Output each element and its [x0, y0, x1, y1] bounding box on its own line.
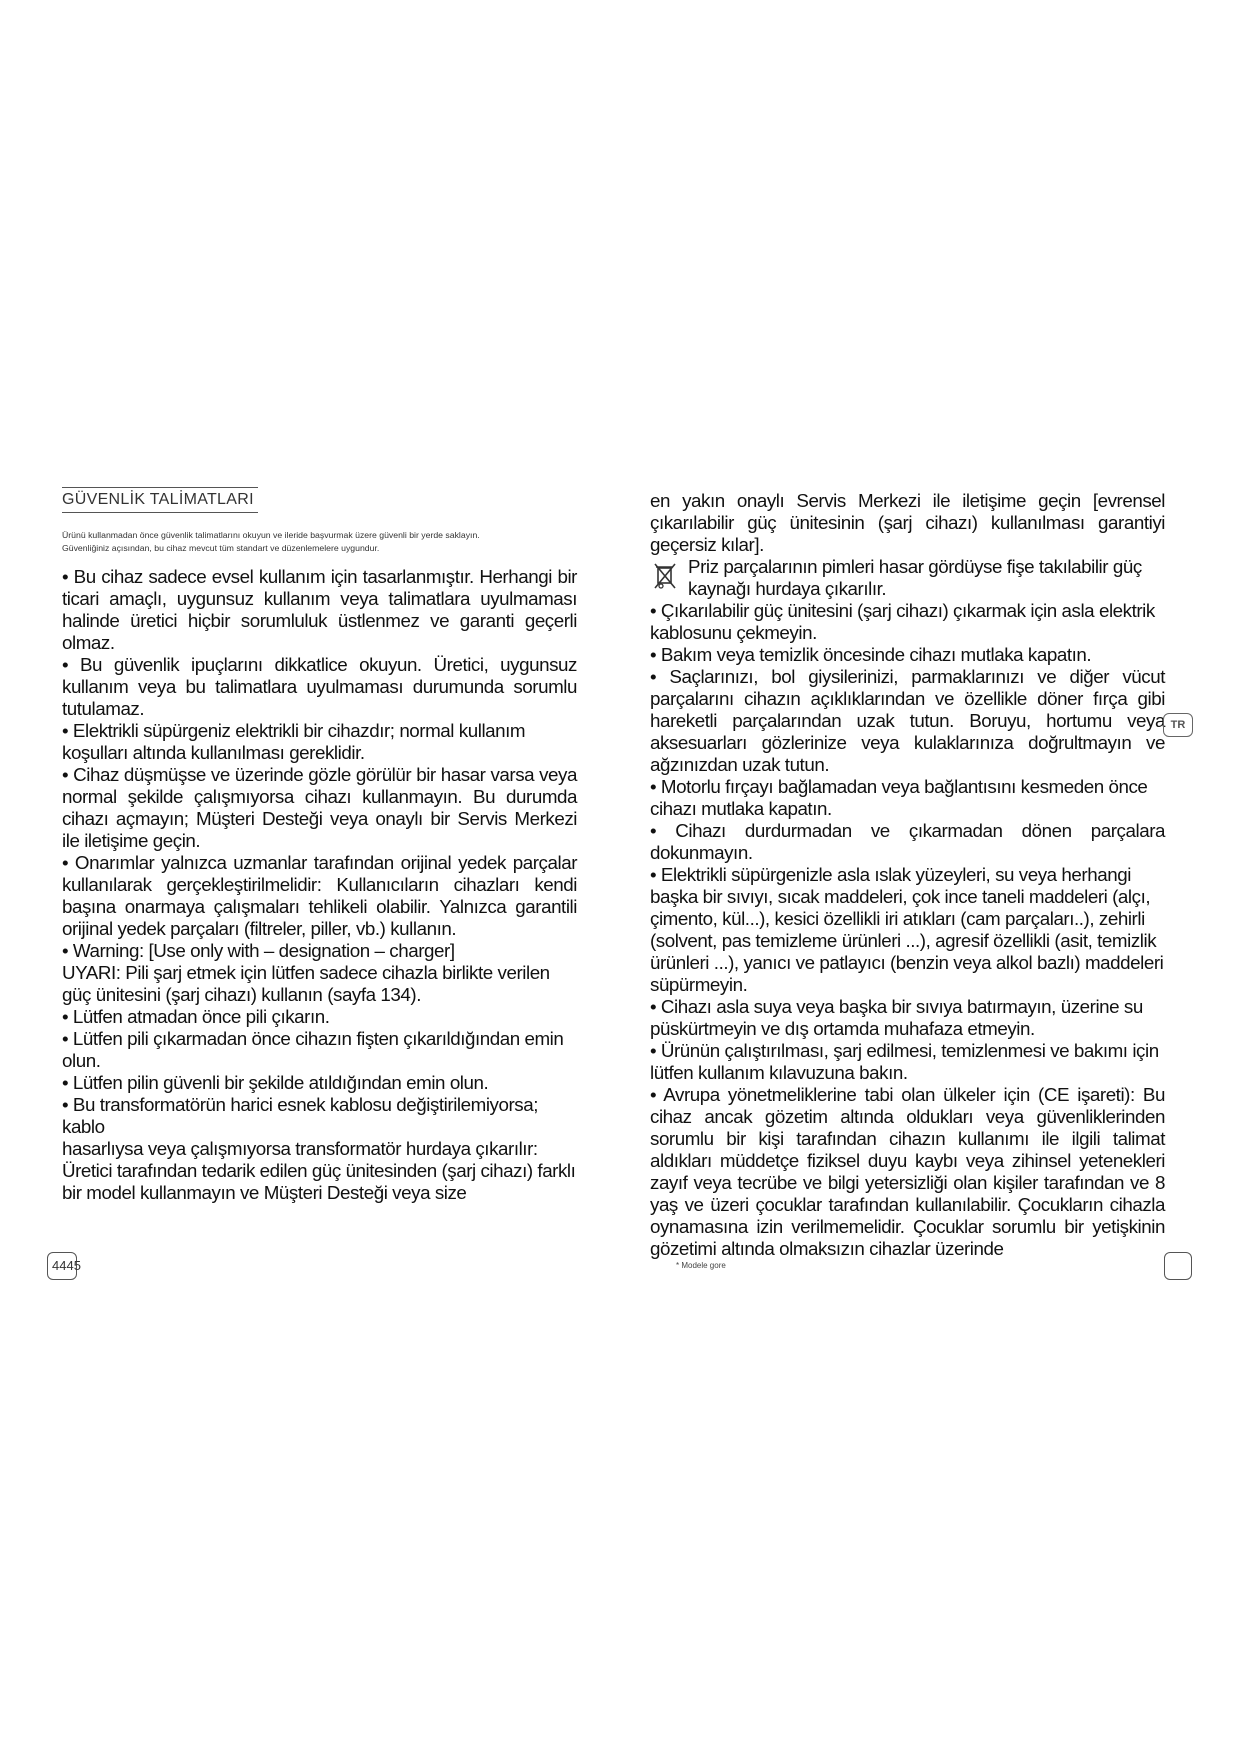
- paragraph: • Çıkarılabilir güç ünitesini (şarj cihazı) çıkarmak için asla elektrik kablosunu çekmeyin.: [650, 600, 1155, 643]
- footnote: * Modele gore: [676, 1261, 726, 1270]
- paragraph: • Lütfen pili çıkarmadan önce cihazın fişten çıkarıldığından emin olun.: [62, 1028, 564, 1071]
- paragraph: • Bu cihaz sadece evsel kullanım için tasarlanmıştır. Herhangi bir ticari amaçlı, uygunsuz kullanım veya talimatlara uyulmaması halinde üretici hiçbir sorumluluk üstlenmez ve garanti geçerli olmaz.: [62, 566, 577, 653]
- paragraph: • Elektrikli süpürgenizle asla ıslak yüzeyleri, su veya herhangi başka bir sıvıyı, sıcak maddeleri, çok ince taneli maddeleri (alçı, çimento, kül...), kesici özellikli iri atıkları (cam parçaları..), zehirli (solvent, pas temizleme ürünleri ...), agresif özellikli (asit, temizlik ürünleri ...), yanıcı ve patlayıcı (benzin veya alkol bazlı) maddeleri süpürmeyin.: [650, 864, 1164, 995]
- language-badge: TR: [1163, 713, 1193, 737]
- intro-text: [62, 529, 582, 555]
- page-number-left: 4445: [47, 1252, 77, 1280]
- left-body: [62, 566, 577, 1204]
- paragraph: UYARI: Pili şarj etmek için lütfen sadece cihazla birlikte verilen güç ünitesini (şarj cihazı) kullanın (sayfa 134).: [62, 962, 550, 1005]
- paragraph-text: Priz parçalarının pimleri hasar gördüyse fişe takılabilir güç kaynağı hurdaya çıkarılır.: [688, 556, 1142, 599]
- paragraph: hasarlıysa veya çalışmıyorsa transformatör hurdaya çıkarılır: Üretici tarafından tedarik edilen güç ünitesinden (şarj cihazı) farklı bir model kullanmayın ve Müşteri Desteği veya size: [62, 1138, 576, 1203]
- paragraph: • Warning: [Use only with – designation – charger]: [62, 940, 455, 961]
- paragraph: • Saçlarınızı, bol giysilerinizi, parmaklarınızı ve diğer vücut parçalarını cihazın açıklıklarından ve özellikle döner fırça gibi hareketli parçalarından uzak tutun. Boruyu, hortumu veya aksesuarları gözlerinize veya kulaklarınıza doğrultmayın ve ağzınızdan uzak tutun.: [650, 666, 1165, 775]
- section-title: GÜVENLİK TALİMATLARI: [62, 487, 258, 513]
- page-number-right: [1164, 1252, 1192, 1280]
- paragraph: • Motorlu fırçayı bağlamadan veya bağlantısını kesmeden önce cihazı mutlaka kapatın.: [650, 776, 1148, 819]
- paragraph: • Cihazı durdurmadan ve çıkarmadan dönen parçalara dokunmayın.: [650, 820, 1165, 863]
- paragraph: en yakın onaylı Servis Merkezi ile iletişime geçin [evrensel çıkarılabilir güç ünitesinin (şarj cihazı) kullanılması garantiyi geçersiz kılar].: [650, 490, 1165, 555]
- paragraph: • Elektrikli süpürgeniz elektrikli bir cihazdır; normal kullanım koşulları altında kullanılması gereklidir.: [62, 720, 526, 763]
- paragraph-with-icon: [650, 556, 1165, 600]
- paragraph: • Avrupa yönetmeliklerine tabi olan ülkeler için (CE işareti): Bu cihaz ancak gözetim altında oldukları veya güvenliklerinden sorumlu bir kişi tarafından cihazın kullanımı ile ilgili talimat aldıkları müddetçe fiziksel duyu kaybı veya zihinsel yetenekleri zayıf veya tecrübe ve bilgi yetersizliği olan kişiler tarafından ve 8 yaş ve üzeri çocuklar tarafından kullanılabilir. Çocukların cihazla oynamasına izin verilmemelidir. Çocuklar sorumlu bir yetişkinin gözetimi altında olmaksızın cihazlar üzerinde: [650, 1084, 1165, 1259]
- intro-line-1: Ürünü kullanmadan önce güvenlik talimatlarını okuyun ve ileride başvurmak üzere güvenli bir yerde saklayın.: [62, 530, 480, 540]
- paragraph: • Lütfen atmadan önce pili çıkarın.: [62, 1006, 330, 1027]
- paragraph: • Bu güvenlik ipuçlarını dikkatlice okuyun. Üretici, uygunsuz kullanım veya bu talimatlara uyulmaması durumunda sorumlu tutulamaz.: [62, 654, 577, 719]
- paragraph: • Onarımlar yalnızca uzmanlar tarafından orijinal yedek parçalar kullanılarak gerçekleştirilmelidir: Kullanıcıların cihazları kendi başına onarmaya çalışmaları tehlikeli olabilir. Yalnızca garantili orijinal yedek parçaları (filtreler, piller, vb.) kullanın.: [62, 852, 577, 939]
- intro-line-2: Güvenliğiniz açısından, bu cihaz mevcut tüm standart ve düzenlemelere uygundur.: [62, 543, 380, 553]
- crossed-bin-icon: [654, 562, 676, 590]
- paragraph: • Bakım veya temizlik öncesinde cihazı mutlaka kapatın.: [650, 644, 1092, 665]
- paragraph: • Ürünün çalıştırılması, şarj edilmesi, temizlenmesi ve bakımı için lütfen kullanım kılavuzuna bakın.: [650, 1040, 1159, 1083]
- paragraph: • Cihazı asla suya veya başka bir sıvıya batırmayın, üzerine su püskürtmeyin ve dış ortamda muhafaza etmeyin.: [650, 996, 1143, 1039]
- paragraph: • Lütfen pilin güvenli bir şekilde atıldığından emin olun.: [62, 1072, 489, 1093]
- right-body: [650, 490, 1165, 1260]
- paragraph: • Bu transformatörün harici esnek kablosu değiştirilemiyorsa; kablo: [62, 1094, 539, 1137]
- paragraph: • Cihaz düşmüşse ve üzerinde gözle görülür bir hasar varsa veya normal şekilde çalışmıyorsa cihazı kullanmayın. Bu durumda cihazı açmayın; Müşteri Desteği veya onaylı bir Servis Merkezi ile iletişime geçin.: [62, 764, 577, 851]
